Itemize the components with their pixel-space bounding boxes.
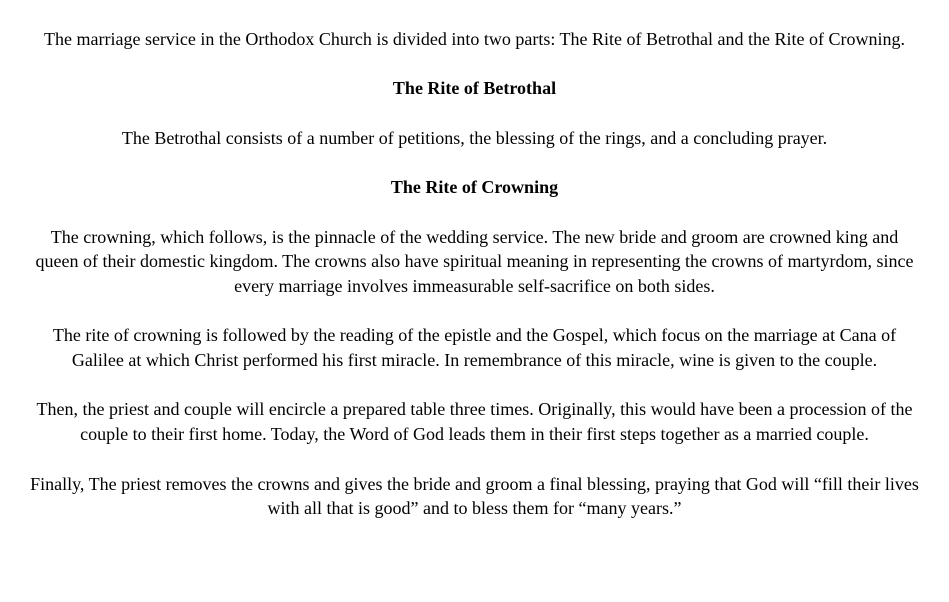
crowning-paragraph-3: Then, the priest and couple will encircle a prepared table three times. Originally, this would have been a procession of the couple to their first home. Today, the Word of God leads them in their first steps together as a married couple.	[36, 399, 913, 445]
crowning-heading: The Rite of Crowning	[390, 177, 559, 198]
intro-paragraph: The marriage service in the Orthodox Church is divided into two parts: The Rite of Betrothal and the Rite of Crowning.	[44, 29, 905, 49]
betrothal-heading: The Rite of Betrothal	[392, 78, 557, 99]
betrothal-paragraph: The Betrothal consists of a number of petitions, the blessing of the rings, and a concluding prayer.	[121, 127, 828, 148]
crowning-paragraph-2: The rite of crowning is followed by the reading of the epistle and the Gospel, which focus on the marriage at Cana of Galilee at which Christ performed his first miracle. In remembrance of this miracle, wine is given to the couple.	[52, 325, 897, 371]
crowning-paragraph-1: The crowning, which follows, is the pinnacle of the wedding service. The new bride and groom are crowned king and queen of their domestic kingdom. The crowns also have spiritual meaning in representing the crowns of martyrdom, since every marriage involves immeasurable self-sacrifice on both sides.	[35, 226, 914, 296]
crowning-paragraph-4: Finally, The priest removes the crowns and gives the bride and groom a final blessing, praying that God will “fill their lives with all that is good” and to bless them for “many years.”	[30, 473, 919, 519]
